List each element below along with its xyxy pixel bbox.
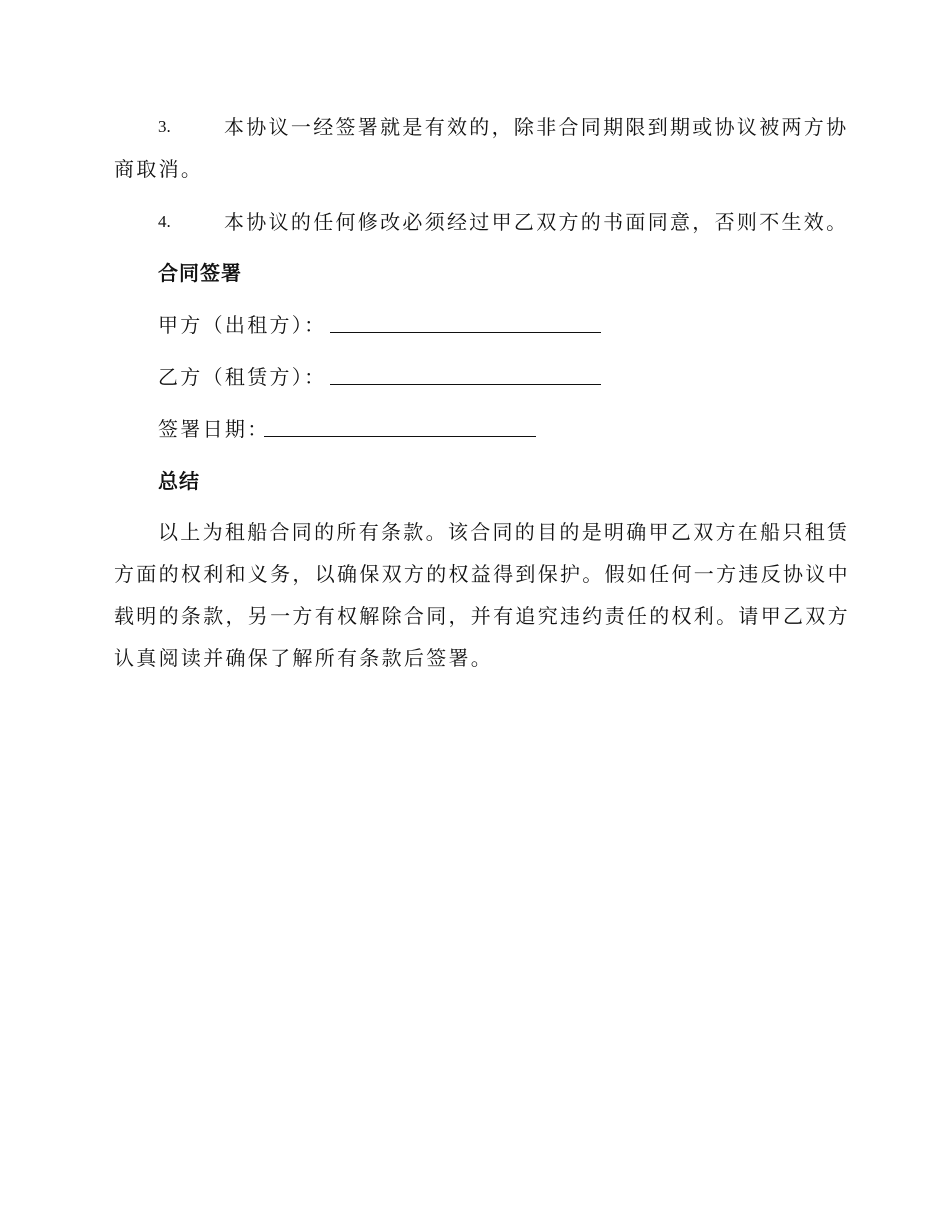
party-a-signature-line[interactable] (330, 332, 601, 333)
item-4-text-line-1: 本协议的任何修改必须经过甲乙双方的书面同意，否则不生效。 (224, 210, 849, 234)
summary-paragraph-line: 认真阅读并确保了解所有条款后签署。 (114, 646, 494, 670)
signature-heading: 合同签署 (158, 261, 242, 285)
summary-paragraph-line: 载明的条款，另一方有权解除合同，并有追究违约责任的权利。请甲乙双方 (114, 604, 850, 628)
signing-date-line[interactable] (264, 436, 536, 437)
party-b-label: 乙方（租赁方）： (158, 365, 327, 389)
item-3-number: 3. (158, 117, 171, 136)
item-3-text-line-1: 本协议一经签署就是有效的，除非合同期限到期或协议被两方协 (224, 115, 849, 139)
summary-heading: 总结 (158, 469, 200, 493)
date-label: 签署日期： (158, 417, 270, 441)
item-4-number: 4. (158, 212, 171, 231)
item-3-text-line-2: 商取消。 (114, 157, 204, 181)
summary-paragraph-line: 方面的权利和义务，以确保双方的权益得到保护。假如任何一方违反协议中 (114, 562, 850, 586)
summary-paragraph-line: 以上为租船合同的所有条款。该合同的目的是明确甲乙双方在船只租赁 (158, 520, 850, 544)
party-a-label: 甲方（出租方）： (158, 313, 327, 337)
party-b-signature-line[interactable] (330, 384, 601, 385)
